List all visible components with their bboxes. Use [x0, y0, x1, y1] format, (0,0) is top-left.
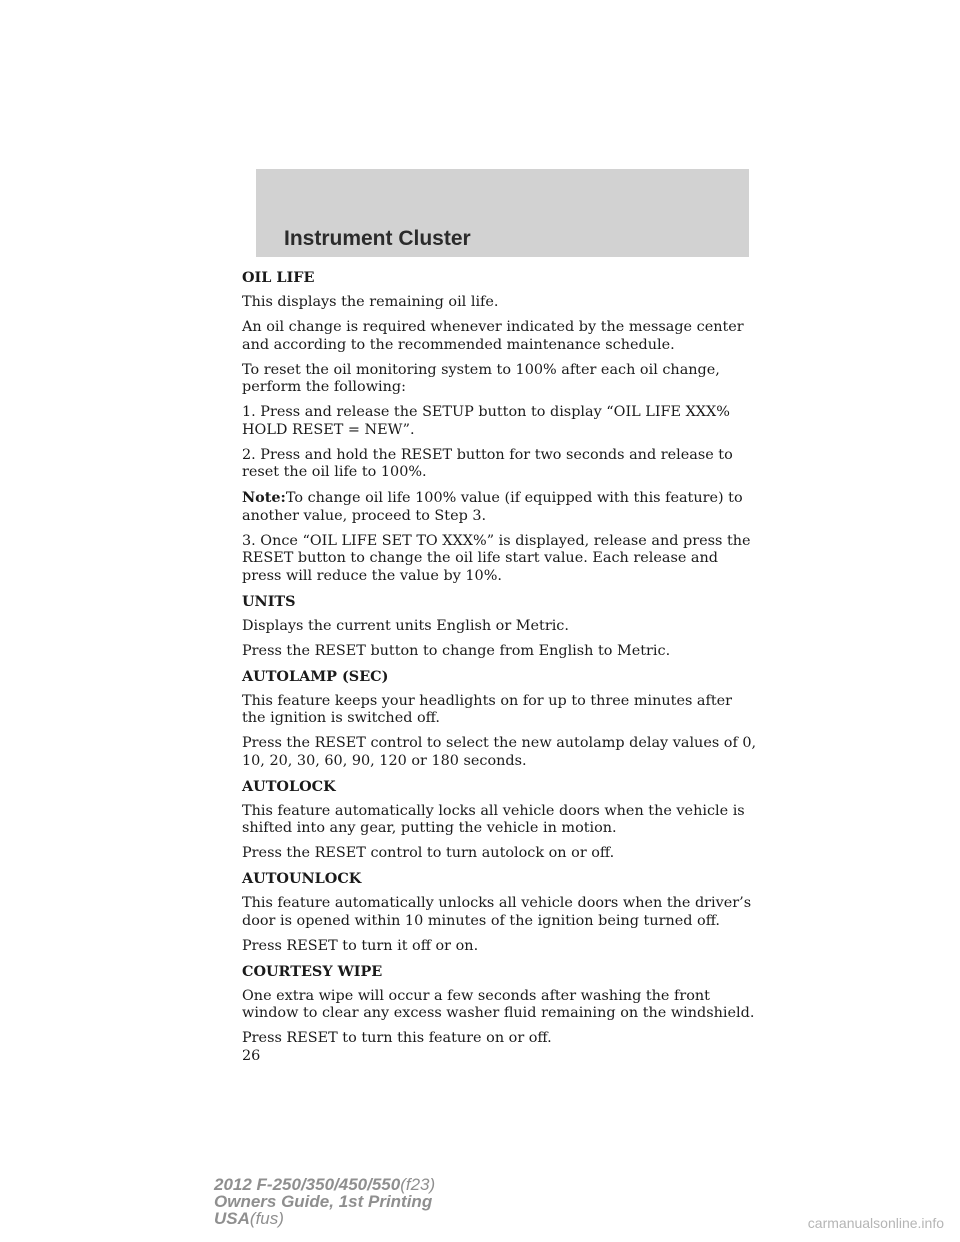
footer-printing: Owners Guide, 1st Printing: [214, 1192, 433, 1211]
page-body: [242, 269, 757, 1073]
step-3: 3. Once “OIL LIFE SET TO XXX%” is displayed, release and press the RESET button to change the oil life start value. Each release and press will reduce the value by 10%.: [242, 532, 751, 584]
note-label: Note:: [242, 489, 286, 506]
step-2: 2. Press and hold the RESET button for two seconds and release to reset the oil life to 100%.: [242, 446, 733, 480]
footer-model: 2012 F-250/350/450/550: [214, 1175, 401, 1194]
footer-model-code: (f23): [400, 1175, 436, 1194]
heading-units: UNITS: [242, 592, 296, 610]
paragraph: This feature keeps your headlights on for up to three minutes after the ignition is switched off.: [242, 692, 733, 726]
heading-autolamp: AUTOLAMP (SEC): [242, 667, 389, 685]
paragraph: Press RESET to turn this feature on or off.: [242, 1030, 552, 1046]
footer-line-2: [214, 1193, 435, 1210]
paragraph: Press RESET to turn it off or on.: [242, 937, 479, 954]
paragraph: This displays the remaining oil life.: [242, 294, 499, 310]
section-title: Instrument Cluster: [284, 227, 471, 250]
paragraph: This feature automatically unlocks all vehicle doors when the driver’s door is opened within 10 minutes of the ignition being turned off.: [242, 895, 752, 929]
paragraph: Displays the current units English or Metric.: [242, 617, 569, 634]
paragraph: Press the RESET button to change from English to Metric.: [242, 642, 671, 659]
paragraph: One extra wipe will occur a few seconds after washing the front window to clear any excess washer fluid remaining on the windshield.: [242, 987, 755, 1021]
note: [242, 489, 757, 525]
heading-courtesy-wipe: COURTESY WIPE: [242, 962, 383, 980]
paragraph: This feature automatically locks all vehicle doors when the vehicle is shifted into any gear, putting the vehicle in motion.: [242, 802, 745, 836]
paragraph: Press the RESET control to turn autolock on or off.: [242, 845, 615, 861]
section-header-band: [256, 169, 749, 257]
step-1: 1. Press and release the SETUP button to display “OIL LIFE XXX% HOLD RESET = NEW”.: [242, 404, 730, 438]
print-footer: [214, 1176, 435, 1227]
footer-market: USA: [214, 1209, 250, 1228]
note-text: To change oil life 100% value (if equipped with this feature) to another value, proceed to Step 3.: [242, 490, 743, 524]
paragraph: Press the RESET control to select the new autolamp delay values of 0, 10, 20, 30, 60, 90, 120 or 180 seconds.: [242, 735, 757, 769]
heading-autolock: AUTOLOCK: [242, 777, 336, 795]
page-number: 26: [242, 1047, 261, 1064]
heading-oil-life: OIL LIFE: [242, 269, 315, 286]
paragraph: An oil change is required whenever indicated by the message center and according to the recommended maintenance schedule.: [242, 319, 744, 353]
footer-market-code: (fus): [249, 1209, 284, 1228]
watermark: carmanualsonline.info: [807, 1215, 944, 1231]
heading-autounlock: AUTOUNLOCK: [242, 870, 362, 887]
paragraph: To reset the oil monitoring system to 100% after each oil change, perform the following:: [242, 361, 720, 395]
footer-line-3: [214, 1210, 435, 1227]
footer-line-1: [214, 1176, 435, 1193]
